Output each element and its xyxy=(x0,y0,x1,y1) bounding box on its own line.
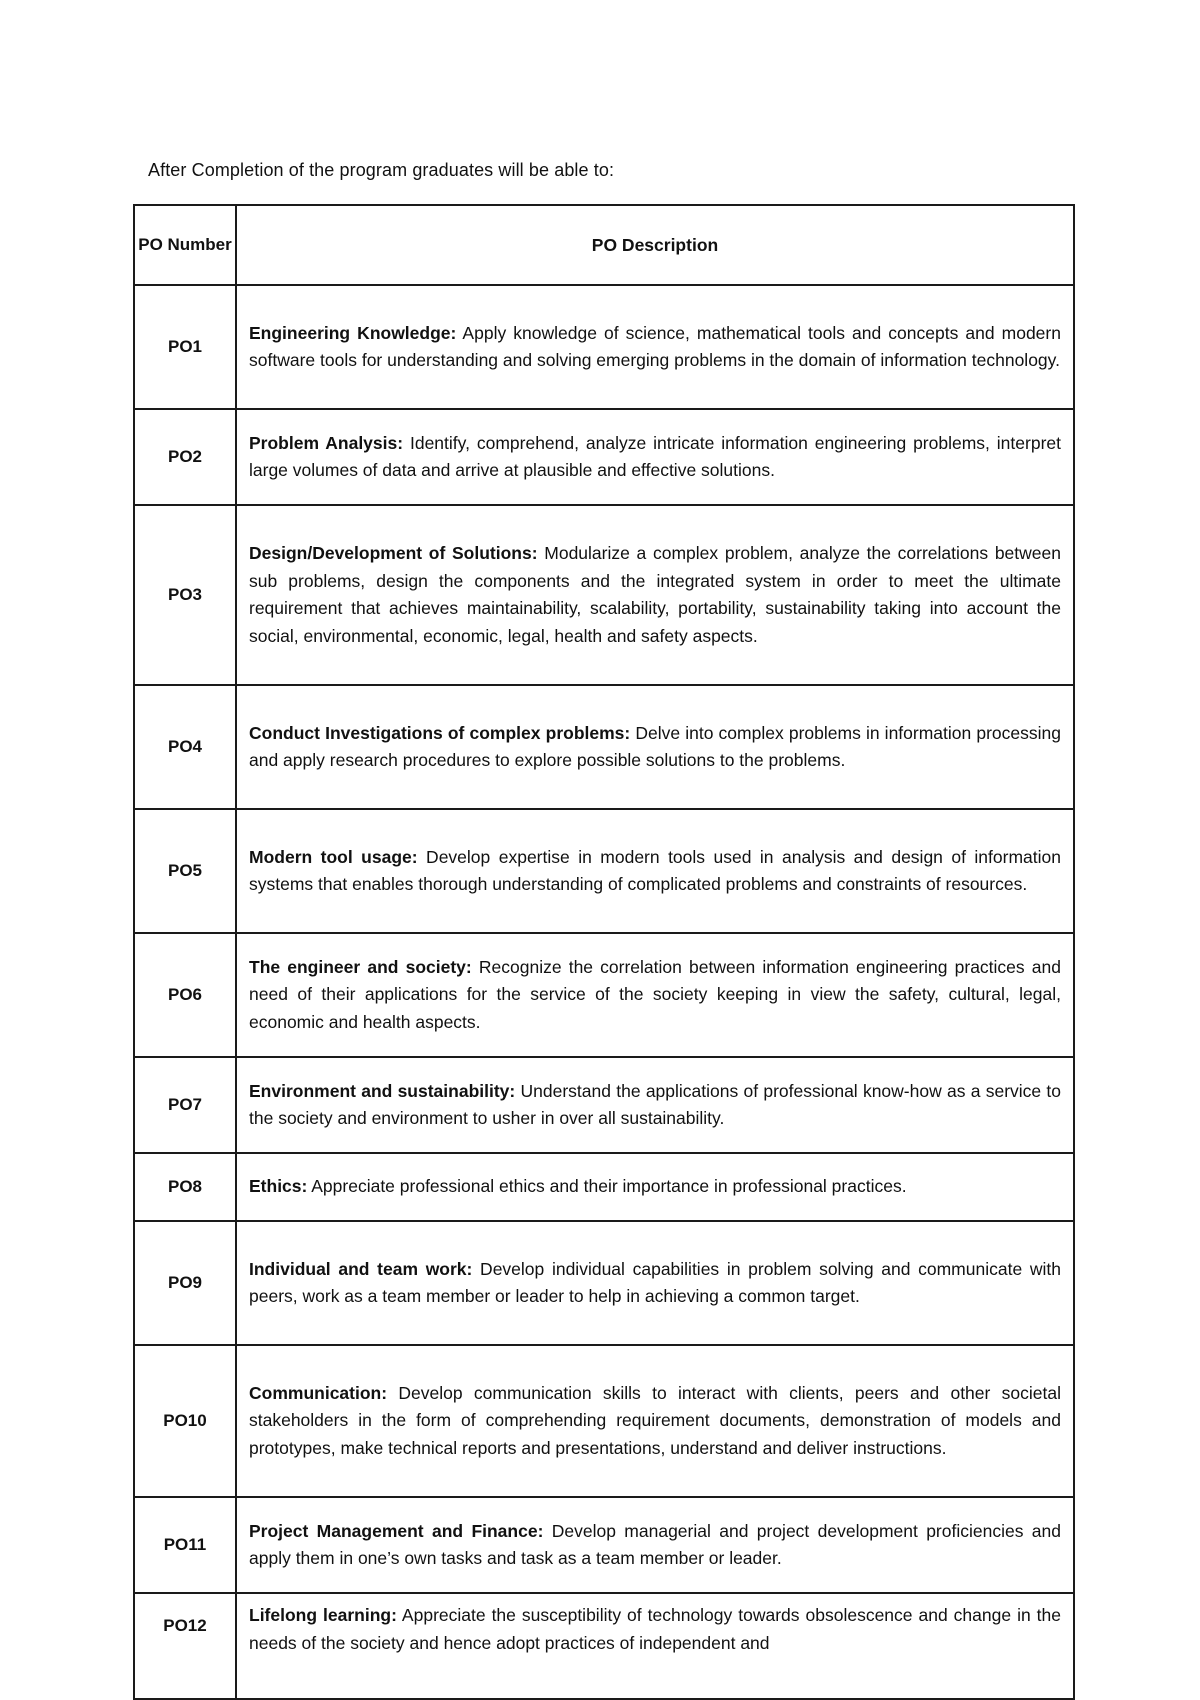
po-description xyxy=(236,1497,1074,1593)
header-po-description-label: PO Description xyxy=(591,234,719,255)
po-text: Develop communication skills to interact with clients, peers and other societal stakeholders in the form of comprehending requirement documents, demonstration of models and prototypes, make technical reports and presentations, understand and deliver instructions. xyxy=(249,1382,1061,1458)
table-row xyxy=(134,409,1074,505)
header-po-number-label: PO Number xyxy=(138,235,232,254)
po-text: Develop expertise in modern tools used in analysis and design of information systems that enables thorough understanding of complicated problems and constraints of resources. xyxy=(249,846,1061,894)
po-description xyxy=(236,1221,1074,1345)
po-term: Modern tool usage: xyxy=(249,846,418,867)
table-row xyxy=(134,285,1074,409)
header-po-number xyxy=(134,205,236,285)
po-number: PO10 xyxy=(134,1345,236,1497)
po-term: Ethics: xyxy=(249,1176,308,1197)
table-header-row xyxy=(134,205,1074,285)
table-row xyxy=(134,1221,1074,1345)
po-description xyxy=(236,1593,1074,1699)
po-description xyxy=(236,1345,1074,1497)
po-text: Understand the applications of professional know-how as a service to the society and environment to usher in over all sustainability. xyxy=(249,1080,1061,1128)
po-term: Lifelong learning: xyxy=(249,1605,397,1625)
po-term: Design/Development of Solutions: xyxy=(249,543,538,563)
po-description xyxy=(236,1153,1074,1221)
po-text: Develop managerial and project development proficiencies and apply them in one’s own tasks and task as a team member or leader. xyxy=(249,1520,1061,1568)
po-text: Recognize the correlation between information engineering practices and need of their applications for the service of the society keeping in view the safety, cultural, legal, economic and health aspects. xyxy=(249,956,1062,1032)
po-term: Communication: xyxy=(249,1382,388,1403)
po-number: PO3 xyxy=(134,505,236,685)
po-term: Engineering Knowledge: xyxy=(249,322,457,343)
po-number: PO1 xyxy=(134,285,236,409)
table-row xyxy=(134,505,1074,685)
po-term: Environment and sustainability: xyxy=(249,1080,516,1101)
po-number: PO8 xyxy=(134,1153,236,1221)
table-row xyxy=(134,1057,1074,1153)
po-term: Problem Analysis: xyxy=(249,432,404,453)
po-text: Develop individual capabilities in problem solving and communicate with peers, work as a team member or leader to help in achieving a common target. xyxy=(249,1258,1061,1306)
po-number: PO4 xyxy=(134,685,236,809)
table-row xyxy=(134,1345,1074,1497)
po-description xyxy=(236,409,1074,505)
po-number: PO11 xyxy=(134,1497,236,1593)
intro-text: After Completion of the program graduates will be able to: xyxy=(148,160,615,180)
po-description xyxy=(236,933,1074,1057)
po-text: Identify, comprehend, analyze intricate information engineering problems, interpret large volumes of data and arrive at plausible and effective solutions. xyxy=(249,432,1061,480)
po-number: PO5 xyxy=(134,809,236,933)
po-number: PO2 xyxy=(134,409,236,505)
table-row xyxy=(134,809,1074,933)
table-row xyxy=(134,1593,1074,1699)
po-text: Appreciate the susceptibility of technology towards obsolescence and change in the needs of the society and hence adopt practices of independent and xyxy=(249,1605,1061,1653)
po-term: The engineer and society: xyxy=(249,956,472,977)
po-number: PO6 xyxy=(134,933,236,1057)
po-text: Apply knowledge of science, mathematical tools and concepts and modern software tools for understanding and solving emerging problems in the domain of information technology. xyxy=(249,322,1061,370)
po-term: Conduct Investigations of complex problems: xyxy=(249,722,631,743)
po-description xyxy=(236,505,1074,685)
po-number: PO12 xyxy=(134,1593,236,1699)
po-description xyxy=(236,1057,1074,1153)
po-text: Delve into complex problems in information processing and apply research procedures to explore possible solutions to the problems. xyxy=(249,722,1062,770)
po-text: Modularize a complex problem, analyze the correlations between sub problems, design the components and the integrated system in order to meet the ultimate requirement that achieves maintainability, scalability, portability, sustainability taking into account the social, environmental, economic, legal, health and safety aspects. xyxy=(249,543,1061,646)
po-term: Individual and team work: xyxy=(249,1258,473,1279)
po-table xyxy=(133,204,1075,1700)
table-row xyxy=(134,1153,1074,1221)
po-description-clip xyxy=(249,1602,1061,1658)
po-text: Appreciate professional ethics and their importance in professional practices. xyxy=(307,1176,907,1197)
po-term: Project Management and Finance: xyxy=(249,1520,544,1541)
table-row xyxy=(134,933,1074,1057)
header-po-description xyxy=(236,205,1074,285)
po-description xyxy=(236,809,1074,933)
table-row xyxy=(134,1497,1074,1593)
po-number: PO7 xyxy=(134,1057,236,1153)
table-row xyxy=(134,685,1074,809)
po-description xyxy=(236,285,1074,409)
po-description xyxy=(236,685,1074,809)
po-number: PO9 xyxy=(134,1221,236,1345)
